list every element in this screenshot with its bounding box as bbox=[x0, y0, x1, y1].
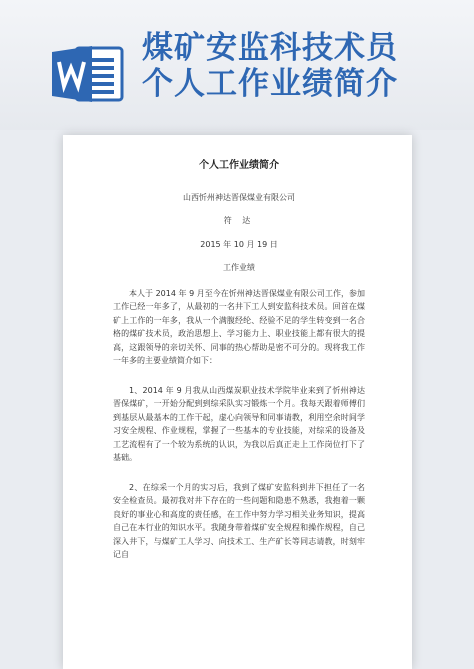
paragraph: 本人于 2014 年 9 月至今在忻州神达晋保煤业有限公司工作，参加工作已经一年多了，从最初的一名井下工人到安监科技术员。回首在煤矿上工作的一年多，我从一个满腹经纶、经验不足的学生转变到一名合格的煤矿技术员，政治思想上、学习能力上、职业技能上都有很大的提高，这跟领导的亲切关怀、同事的热心帮助是密不可分的。现将我工作一年多的主要业绩简介如下： bbox=[113, 288, 365, 365]
banner bbox=[0, 0, 474, 130]
company-name: 山西忻州神达晋保煤业有限公司 bbox=[183, 192, 295, 202]
document-date: 2015 年 10 月 19 日 bbox=[200, 239, 278, 249]
paragraph: 2、在综采一个月的实习后，我到了煤矿安监科到井下担任了一名安全检查员。最初我对井下存在的一些问题和隐患不熟悉，我抱着一颗良好的事业心和高度的责任感，在工作中努力学习相关业务知识，提高自己在本行业的知识水平。我随身带着煤矿安全规程和操作规程，自己深入井下，与煤矿工人学习、向技术工、生产矿长等同志请教，时刻牢记自 bbox=[113, 482, 365, 559]
document-page bbox=[63, 135, 412, 669]
paragraph: 1、2014 年 9 月我从山西煤炭职业技术学院毕业来到了忻州神达晋保煤矿，一开始分配到到综采队实习锻炼一个月。我每天跟着师傅们到基层从最基本的工作干起，虚心向领导和同事请教，利用空余时间学习安全规程、作业规程，掌握了一些基本的专业技能，对综采的设备及工艺流程有了一个较为系统的认识，为我以后真正走上工作岗位打下了基础。 bbox=[113, 385, 365, 462]
word-document-icon bbox=[52, 44, 126, 104]
banner-title-line1: 煤矿安监科技术员 bbox=[142, 30, 398, 66]
section-heading: 工作业绩 bbox=[223, 263, 255, 272]
banner-title bbox=[142, 30, 462, 102]
document-content bbox=[113, 159, 365, 562]
author-name: 符 达 bbox=[223, 216, 255, 225]
banner-title-line2: 个人工作业绩简介 bbox=[142, 66, 398, 102]
document-title: 个人工作业绩简介 bbox=[199, 160, 279, 171]
